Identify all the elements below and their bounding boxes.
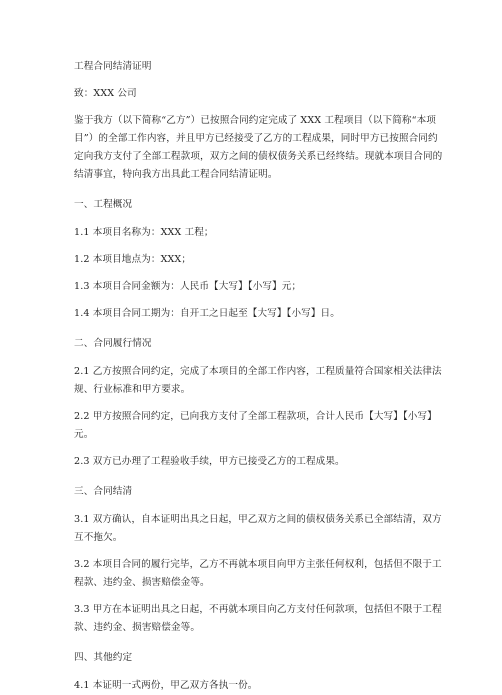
section-item: 2.3 双方已办理了工程验收手续，甲方已接受乙方的工程成果。	[74, 456, 345, 467]
section-item: 1.3 本项目合同金额为：人民币【大写】【小写】元；	[74, 281, 302, 292]
section-heading-settlement: 三、合同结清	[74, 486, 133, 497]
section-item: 1.1 本项目名称为：XXX 工程；	[74, 227, 214, 238]
section-heading-performance: 二、合同履行情况	[74, 338, 152, 349]
section-item: 3.3 甲方在本证明出具之日起，不再就本项目向乙方支付任何款项，包括但不限于工程款、违约金、损害赔偿金等。	[74, 604, 442, 633]
intro-paragraph: 鉴于我方（以下简称“乙方”）已按照合同约定完成了 XXX 工程项目（以下简称“本项目”）的全部工作内容，并且甲方已经接受了乙方的工程成果，同时甲方已按照合同约定向我方支付了全部工程款项，双方之间的债权债务关系已经终结。现就本项目合同的结清事宜，特向我方出具此工程合同结清证明。	[74, 115, 443, 180]
section-item: 3.2 本项目合同的履行完毕，乙方不再就本项目向甲方主张任何权利，包括但不限于工程款、违约金、损害赔偿金等。	[74, 559, 442, 588]
recipient-line: 致：XXX 公司	[74, 88, 137, 99]
section-heading-overview: 一、工程概况	[74, 199, 133, 210]
section-item: 3.1 双方确认，自本证明出具之日起，甲乙双方之间的债权债务关系已全部结清，双方互不拖欠。	[74, 514, 442, 543]
section-heading-other: 四、其他约定	[74, 652, 133, 663]
document-title: 工程合同结清证明	[74, 61, 152, 72]
section-item: 1.4 本项目合同工期为：自开工之日起至【大写】【小写】日。	[74, 308, 340, 319]
section-item: 1.2 本项目地点为：XXX；	[74, 254, 192, 265]
section-item: 2.1 乙方按照合同约定，完成了本项目的全部工作内容，工程质量符合国家相关法律法规、行业标准和甲方要求。	[74, 366, 442, 395]
section-item: 4.1 本证明一式两份，甲乙双方各执一份。	[74, 680, 258, 691]
section-item: 2.2 甲方按照合同约定，已向我方支付了全部工程款项，合计人民币【大写】【小写】元。	[74, 411, 437, 440]
